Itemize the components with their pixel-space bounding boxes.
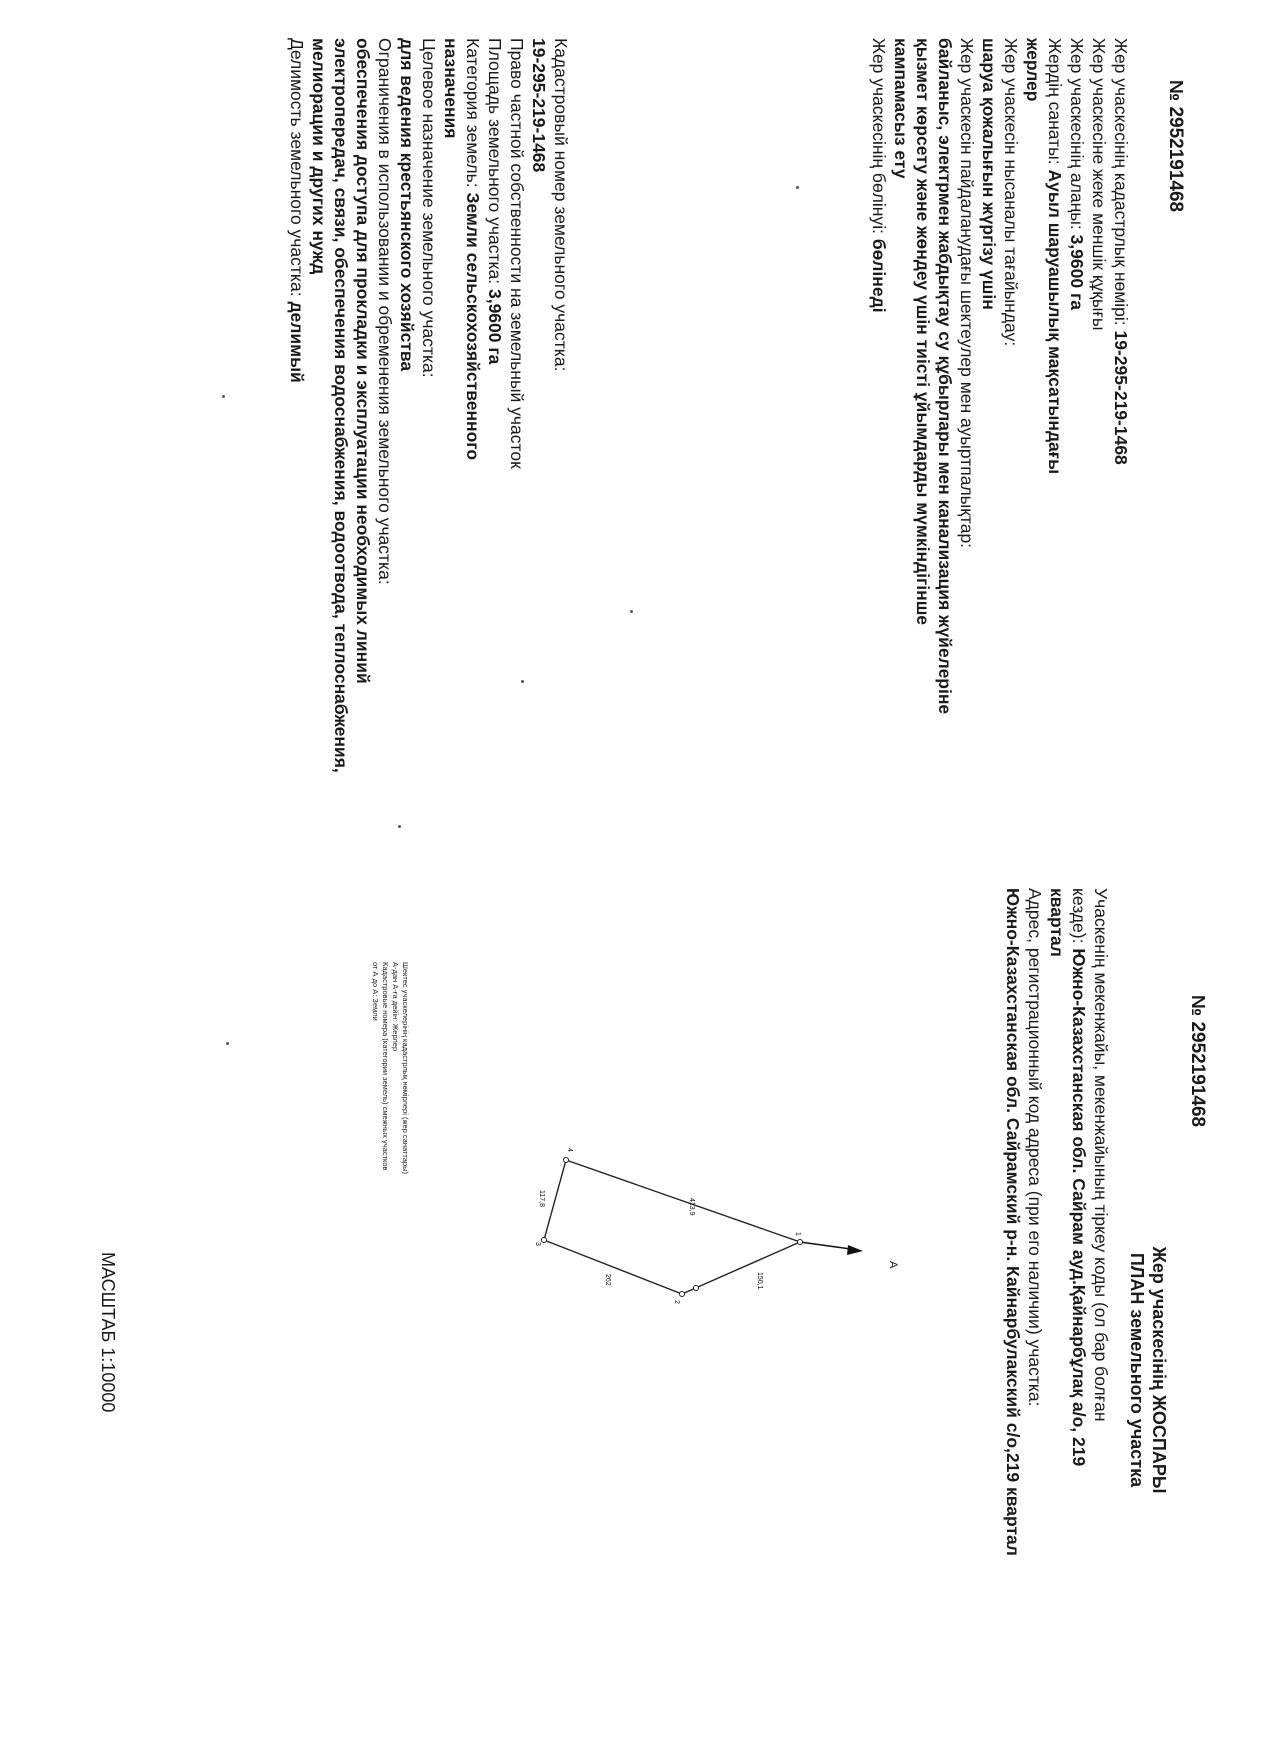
document-number: № 2952191468 bbox=[1165, 80, 1186, 213]
ru-category-line: Категория земель: Земли сельскохозяйственного bbox=[463, 38, 483, 461]
legend-line-3: Кадастровые номера (категории земель) смежных участков bbox=[381, 962, 390, 1171]
vertex-3 bbox=[542, 1238, 547, 1243]
vertex-label-4: 4 bbox=[566, 1148, 573, 1152]
vertex-1 bbox=[798, 1240, 803, 1245]
address-ru-label: Адрес, регистрационный код адреса (при его наличии) участка: bbox=[1025, 888, 1045, 1407]
vertex-4 bbox=[564, 1158, 569, 1163]
edge-length-4-1: 413,9 bbox=[688, 1198, 695, 1216]
ru-restrictions-line-1: обеспечения доступа для прокладки и эксплуатации необходимых линий bbox=[353, 38, 373, 684]
ru-restrictions-line-3: мелиорации и других нужд bbox=[309, 38, 329, 275]
edge-length-3-4: 117,8 bbox=[538, 1190, 545, 1207]
ru-cadastral-value: 19-295-219-1468 bbox=[529, 38, 549, 173]
adjacent-legend bbox=[370, 962, 410, 1174]
arrow-label: A bbox=[887, 1261, 899, 1269]
ru-area-line: Площадь земельного участка: 3,9600 га bbox=[485, 38, 505, 365]
address-kz-label-1: Учаскенің мекенжайы, мекенжайының тіркеу коды (ол бар болған bbox=[1091, 888, 1111, 1422]
scan-speck bbox=[226, 1042, 229, 1045]
ru-cadastral-label: Кадастровый номер земельного участка: bbox=[551, 38, 571, 372]
kz-category-line: Жердің санаты: Ауыл шаруашылық мақсатындағы bbox=[1045, 38, 1065, 475]
north-arrow bbox=[800, 1242, 899, 1269]
vertex-1b bbox=[694, 1286, 699, 1291]
kz-cadastral-line: Жер учаскесінің кадастрлық нөмірі: 19-295-219-1468 bbox=[1111, 38, 1131, 465]
kz-purpose-value: шаруа қожалығын жүргізу үшін bbox=[979, 38, 999, 310]
kz-restrictions-line-3: кампамасыз ету bbox=[891, 38, 911, 179]
vertex-2 bbox=[680, 1292, 685, 1297]
address-ru-value: Южно-Казахстанская обл. Сайрамский р-н. Кайнарбулакский с/о,219 квартал bbox=[1003, 888, 1023, 1556]
ru-restrictions-line-2: электропередач, связи, обеспечения водоснабжения, водоотвода, теплоснабжения, bbox=[331, 38, 351, 773]
kz-divisibility-line: Жер учаскесінің бөлінуі: бөлінеді bbox=[869, 38, 889, 313]
edge-length-2-3: 262 bbox=[604, 1274, 611, 1286]
ru-purpose-label: Целевое назначение земельного участка: bbox=[419, 38, 439, 378]
plan-document-number bbox=[1186, 995, 1208, 1127]
kz-restrictions-line-2: қызмет көрсету және жөндеу үшін тиісті ұйымдарды мүмкіндігінше bbox=[913, 38, 933, 626]
ru-purpose-value: для ведения крестьянского хозяйства bbox=[397, 38, 417, 372]
address-kz-line-2: кезде): Южно-Казахстанская обл. Сайрам ауд.Қайнарбұлақ а/о, 219 bbox=[1069, 888, 1089, 1467]
plan-title-kz: Жер учаскесінің ЖОСПАРЫ bbox=[1149, 1246, 1169, 1494]
scan-speck bbox=[398, 825, 401, 828]
plan-title-block bbox=[1126, 1180, 1170, 1560]
ru-category-line-2: назначения bbox=[441, 38, 461, 139]
plan-address-block bbox=[1002, 888, 1112, 1556]
ru-divisibility-line: Делимость земельного участка: делимый bbox=[287, 38, 307, 383]
kz-attributes-block bbox=[868, 38, 1132, 714]
left-document-number bbox=[1164, 80, 1186, 212]
scan-speck bbox=[630, 610, 633, 613]
legend-line-1: Шектес учаскелерінің кадастрлық нөмірлері (жер санаттары) bbox=[401, 962, 410, 1174]
scan-speck bbox=[222, 395, 225, 398]
legend-line-2: А-дан А-ға дейін: Жерлер bbox=[391, 962, 400, 1052]
ru-restrictions-label: Ограничения в использовании и обременения земельного участка: bbox=[375, 38, 395, 585]
kz-purpose-label: Жер учаскесін нысаналы тағайындау: bbox=[1001, 38, 1021, 347]
kz-category-line-2: жерлер bbox=[1023, 38, 1043, 102]
ru-right-line: Право частной собственности на земельный участок bbox=[507, 38, 527, 469]
address-kz-line-3: квартал bbox=[1047, 888, 1067, 957]
scale-label bbox=[97, 1252, 118, 1412]
land-plot-drawing bbox=[500, 1150, 900, 1450]
vertex-label-1: 1 bbox=[794, 1232, 801, 1236]
scale-text: МАСШТАБ 1:10000 bbox=[98, 1252, 118, 1413]
ru-attributes-block bbox=[286, 38, 572, 773]
plan-number: № 2952191468 bbox=[1187, 995, 1208, 1128]
kz-restrictions-label: Жер учаскесін пайдаланудағы шектеулер мен ауыртпалықтар: bbox=[957, 38, 977, 549]
vertex-label-3: 3 bbox=[534, 1242, 541, 1246]
kz-area-line: Жер учаскесінің алаңы: 3,9600 га bbox=[1067, 38, 1087, 310]
vertex-label-2: 2 bbox=[673, 1300, 680, 1304]
legend-line-4: от А до А: Земли bbox=[371, 962, 380, 1021]
scan-speck bbox=[796, 186, 799, 189]
scan-speck bbox=[521, 680, 524, 683]
kz-right-line: Жер учаскесіне жеке меншік құқығы bbox=[1089, 38, 1109, 331]
kz-restrictions-line-1: байланыс, электрмен жабдықтау су құбырлары мен канализация жүйелеріне bbox=[935, 38, 955, 715]
edge-length-1-2: 150,1 bbox=[756, 1272, 763, 1290]
plan-title-ru: ПЛАН земельного участка bbox=[1127, 1252, 1147, 1488]
